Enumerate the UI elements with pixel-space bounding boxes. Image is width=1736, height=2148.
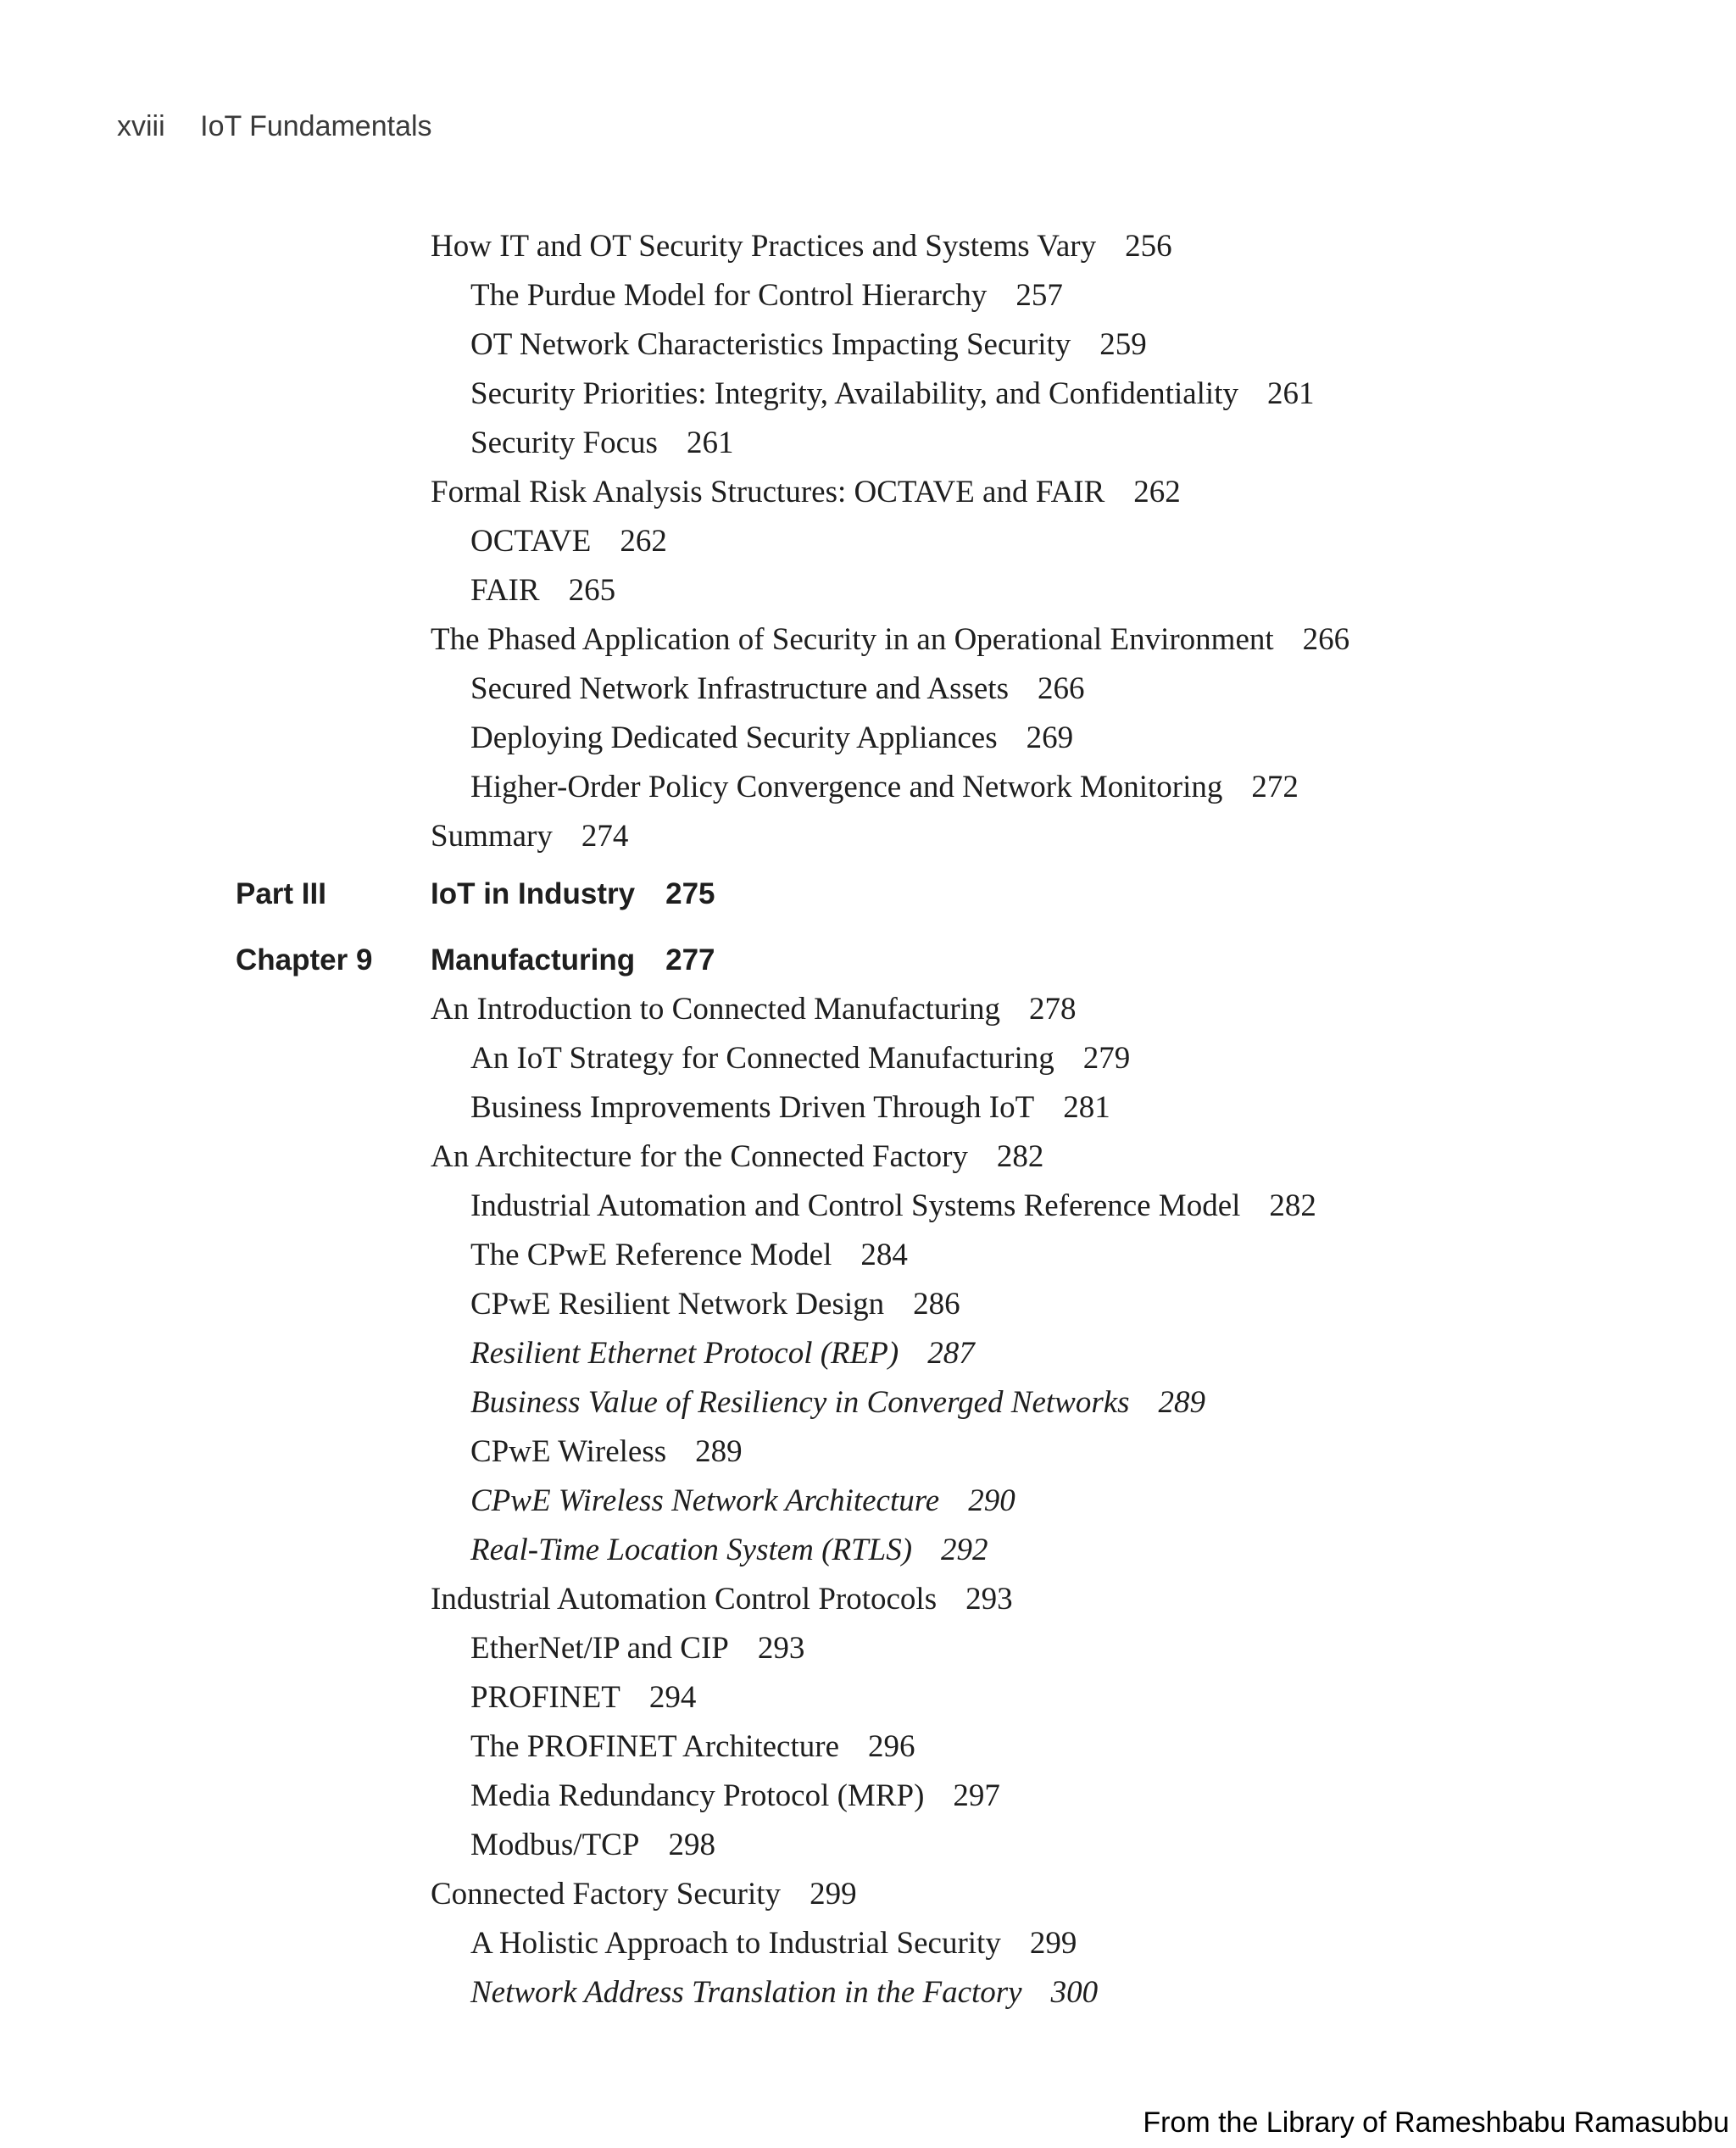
toc-entry-page-number: 293 [965,1582,1013,1617]
toc-entry-page-number: 281 [1063,1090,1110,1125]
toc-entry-page-number: 262 [1133,475,1181,509]
toc-entry-title: The Phased Application of Security in an Operational Environment [431,622,1274,657]
toc-entry-page-number: 266 [1037,671,1085,706]
toc-entry-page-number: 289 [695,1434,743,1469]
part-page-number: 275 [665,877,715,910]
toc-section-after [431,985,1702,2017]
toc-entry-page-number: 272 [1251,770,1299,804]
toc-entry-page-number: 278 [1029,992,1077,1027]
toc-entry-page-number: 262 [620,524,667,559]
toc-entry-title: How IT and OT Security Practices and Systems Vary [431,229,1097,264]
toc-entry-title: The Purdue Model for Control Hierarchy [470,278,988,313]
toc-entry [431,615,1702,665]
toc-entry [431,419,1702,468]
toc-entry [431,665,1702,714]
toc-entry-page-number: 299 [810,1877,857,1911]
toc-entry [431,1575,1702,1624]
toc-entry [431,1772,1702,1821]
toc-entry-page-number: 299 [1029,1926,1077,1961]
toc-entry [431,1427,1702,1477]
toc-entry-title: The PROFINET Architecture [470,1729,840,1764]
toc-entry-title: Deploying Dedicated Security Appliances [470,721,998,755]
toc-entry [431,1624,1702,1673]
toc-entry-page-number: 287 [927,1336,975,1371]
toc-entry-title: Industrial Automation and Control Systems Reference Model [470,1188,1241,1223]
toc-entry-title: Business Improvements Driven Through IoT [470,1090,1035,1125]
book-title: IoT Fundamentals [200,110,432,142]
toc-entry [431,320,1702,370]
toc-entry [431,566,1702,615]
toc-entry [431,1034,1702,1083]
toc-entry-title: Security Priorities: Integrity, Availability, and Confidentiality [470,376,1238,411]
toc-entry-title: Security Focus [470,426,658,460]
toc-entry-page-number: 265 [568,573,616,608]
toc-entry [431,222,1702,271]
toc-entry [431,1673,1702,1722]
toc-entry [431,812,1702,861]
toc-entry [431,1526,1702,1575]
toc-entry-title: PROFINET [470,1680,620,1715]
toc-entry-title: EtherNet/IP and CIP [470,1631,729,1666]
toc-entry-title: Network Address Translation in the Factory [470,1975,1022,2010]
toc-entry-page-number: 282 [996,1139,1044,1174]
toc-entry [431,714,1702,763]
toc-entry [431,1722,1702,1772]
toc-entry-page-number: 257 [1015,278,1063,313]
toc-entry-title: Real-Time Location System (RTLS) [470,1533,913,1567]
toc-entry [431,370,1702,419]
toc-entry-page-number: 286 [913,1287,960,1322]
toc-entry-title: OT Network Characteristics Impacting Security [470,327,1071,362]
toc-entry [431,1477,1702,1526]
toc-entry-page-number: 269 [1026,721,1074,755]
toc-entry-title: Modbus/TCP [470,1828,640,1862]
toc-entry [431,1132,1702,1182]
toc-entry-title: A Holistic Approach to Industrial Security [470,1926,1001,1961]
toc-entry-title: CPwE Resilient Network Design [470,1287,885,1322]
toc-entry [431,1280,1702,1329]
toc-entry-page-number: 282 [1269,1188,1316,1223]
toc-entry-title: An Architecture for the Connected Factory [431,1139,968,1174]
toc-entry-title: Industrial Automation Control Protocols [431,1582,938,1617]
toc-entry-page-number: 298 [668,1828,715,1862]
toc-entry-page-number: 261 [1267,376,1315,411]
toc-entry-page-number: 274 [581,819,629,854]
toc-entry-title: CPwE Wireless [470,1434,667,1469]
toc-section-before [431,222,1702,861]
toc-entry-page-number: 296 [868,1729,915,1764]
toc-entry-title: Connected Factory Security [431,1877,782,1911]
toc-entry [431,1329,1702,1378]
page-folio: xviii [117,110,165,142]
chapter-title: Manufacturing [431,943,636,977]
table-of-contents [236,222,1702,2017]
toc-entry-title: Secured Network Infrastructure and Assets [470,671,1009,706]
toc-entry [431,517,1702,566]
part-heading [236,861,1702,927]
chapter-label: Chapter 9 [236,943,373,977]
toc-entry [431,1919,1702,1968]
toc-entry-page-number: 300 [1050,1975,1099,2010]
toc-entry [431,271,1702,320]
toc-entry-page-number: 266 [1302,622,1350,657]
toc-entry [431,763,1702,812]
toc-entry-page-number: 294 [648,1680,697,1715]
toc-entry-page-number: 292 [941,1533,988,1567]
toc-entry-title: Summary [431,819,553,854]
toc-entry-title: FAIR [470,573,540,608]
toc-entry-title: Media Redundancy Protocol (MRP) [470,1778,925,1813]
toc-entry [431,1870,1702,1919]
toc-entry [431,468,1702,517]
chapter-page-number: 277 [665,943,715,977]
toc-entry-page-number: 256 [1125,229,1172,264]
toc-entry-title: CPwE Wireless Network Architecture [470,1483,940,1518]
toc-entry-title: An Introduction to Connected Manufacturing [431,992,1000,1027]
toc-entry-page-number: 290 [968,1483,1015,1518]
toc-entry-title: Business Value of Resiliency in Converged Networks [470,1385,1130,1420]
toc-entry [431,1821,1702,1870]
toc-entry [431,1231,1702,1280]
toc-entry-page-number: 297 [953,1778,1000,1813]
part-title: IoT in Industry [431,877,636,910]
toc-entry-page-number: 284 [860,1238,908,1272]
toc-entry-page-number: 289 [1158,1385,1206,1420]
toc-entry-page-number: 279 [1082,1041,1131,1076]
toc-entry [431,1083,1702,1132]
toc-entry-title: The CPwE Reference Model [470,1238,832,1272]
toc-entry [431,1378,1702,1427]
toc-entry-page-number: 259 [1099,327,1147,362]
chapter-heading [236,927,1702,993]
running-head [117,110,432,143]
toc-entry-page-number: 293 [757,1631,805,1666]
part-label: Part III [236,877,326,910]
toc-entry-title: An IoT Strategy for Connected Manufacturing [470,1041,1054,1076]
toc-entry-page-number: 261 [686,426,734,460]
toc-entry-title: Higher-Order Policy Convergence and Network Monitoring [470,770,1223,804]
toc-entry-title: Formal Risk Analysis Structures: OCTAVE and FAIR [431,475,1105,509]
toc-entry-title: Resilient Ethernet Protocol (REP) [470,1336,899,1371]
toc-entry-title: OCTAVE [470,524,592,559]
library-credit: From the Library of Rameshbabu Ramasubbu [1143,2106,1729,2139]
toc-entry [431,1968,1702,2017]
toc-entry [431,1182,1702,1231]
